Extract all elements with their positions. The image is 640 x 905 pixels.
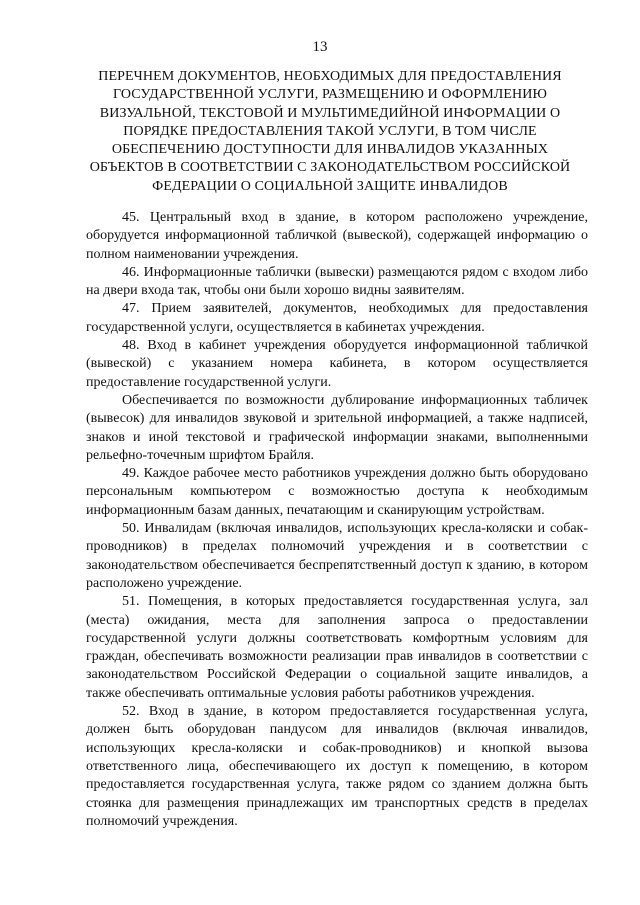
paragraph-45: 45. Центральный вход в здание, в котором расположено учреждение, оборудуется информационной табличкой (вывеской), содержащей информацию о полном наименовании учреждения. bbox=[86, 210, 588, 262]
paragraph-49: 49. Каждое рабочее место работников учреждения должно быть оборудовано персональным компьютером с возможностью доступа к необходимым информационным базам данных, печатающим и сканирующим устройствам. bbox=[86, 466, 588, 518]
paragraph-47: 47. Прием заявителей, документов, необходимых для предоставления государственной услуги, осуществляется в кабинетах учреждения. bbox=[86, 301, 588, 335]
paragraph-48: 48. Вход в кабинет учреждения оборудуется информационной табличкой (вывеской) с указанием номера кабинета, в котором осуществляется предоставление государственной услуги. bbox=[86, 338, 588, 390]
body-text bbox=[86, 209, 588, 831]
paragraph-50: 50. Инвалидам (включая инвалидов, использующих кресла-коляски и собак-проводников) в пределах полномочий учреждения и в соответствии с законодательством обеспечивается беспрепятственный доступ к зданию, в котором расположено учреждение. bbox=[86, 521, 588, 591]
paragraph-48-braille: Обеспечивается по возможности дублирование информационных табличек (вывесок) для инвалидов звуковой и зрительной информацией, а также надписей, знаков и иной текстовой и графической информации знаками, выполненными рельефно-точечным шрифтом Брайля. bbox=[86, 392, 588, 463]
section-heading: ПЕРЕЧНЕМ ДОКУМЕНТОВ, НЕОБХОДИМЫХ ДЛЯ ПРЕДОСТАВЛЕНИЯ ГОСУДАРСТВЕННОЙ УСЛУГИ, РАЗМЕЩЕНИЮ И ОФОРМЛЕНИЮ ВИЗУАЛЬНОЙ, ТЕКСТОВОЙ И МУЛЬТИМЕДИЙНОЙ ИНФОРМАЦИИ О ПОРЯДКЕ ПРЕДОСТАВЛЕНИЯ ТАКОЙ УСЛУГИ, В ТОМ ЧИСЛЕ ОБЕСПЕЧЕНИЮ ДОСТУПНОСТИ ДЛЯ ИНВАЛИДОВ УКАЗАННЫХ ОБЪЕКТОВ В СООТВЕТСТВИИ С ЗАКОНОДАТЕЛЬСТВОМ РОССИЙСКОЙ ФЕДЕРАЦИИ О СОЦИАЛЬНОЙ ЗАЩИТЕ ИНВАЛИДОВ bbox=[89, 69, 571, 194]
paragraph-46: 46. Информационные таблички (вывески) размещаются рядом с входом либо на двери входа так, чтобы они были хорошо видны заявителям. bbox=[86, 264, 588, 299]
paragraph-51: 51. Помещения, в которых предоставляется государственная услуга, зал (места) ожидания, места для заполнения запроса о предоставлении государственной услуги должны соответствовать комфортным условиям для граждан, обеспечивать возможности реализации прав инвалидов в соответствии с законодательством Российской Федерации о социальной защите инвалидов, а также обеспечивать оптимальные условия работы работников учреждения. bbox=[86, 594, 588, 701]
paragraph-52: 52. Вход в здание, в котором предоставляется государственная услуга, должен быть оборудован пандусом для инвалидов (включая инвалидов, использующих кресла-коляски и собак-проводников) и кнопкой вызова ответственного лица, обеспечивающего их доступ к помещению, в котором предоставляется государственная услуга, также рядом со зданием должна быть стоянка для размещения принадлежащих им транспортных средств в пределах полномочий учреждения. bbox=[86, 704, 588, 829]
page-number: 13 bbox=[312, 39, 328, 55]
